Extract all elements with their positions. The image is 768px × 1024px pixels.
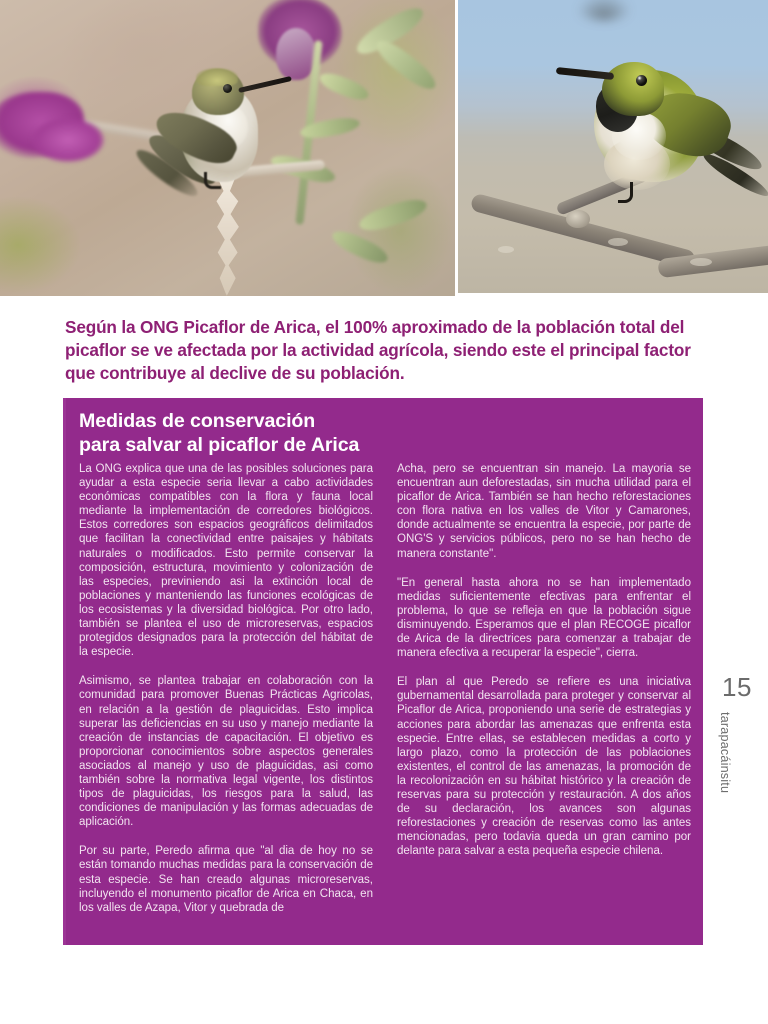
salvia-flower-left-lower: [32, 118, 104, 162]
article-heading-line-1: Medidas de conservación: [79, 410, 316, 432]
photo-strip: [0, 0, 768, 296]
bird-eye: [223, 84, 232, 93]
hummingbird-male: [558, 42, 763, 252]
magazine-brand-vertical: tarapacáinsitu: [718, 712, 732, 794]
branch-lichen-spot: [498, 246, 514, 253]
article-heading-line-2: para salvar al picaflor de Arica: [79, 434, 360, 456]
article-panel: [63, 398, 703, 945]
leaf: [357, 195, 430, 236]
article-columns: [79, 462, 691, 915]
branch-lichen-spot: [690, 258, 712, 266]
bird-bill: [238, 76, 292, 93]
bird-eye: [636, 75, 647, 86]
leaf: [317, 69, 372, 104]
bird-foot: [204, 172, 221, 189]
sky-haze: [576, 0, 632, 20]
paragraph: La ONG explica que una de las posibles soluciones para ayudar a esta especie seria llevar a cabo actividades económicas compatibles con la flora y fauna local mediante la implementación de corredores biológicos. Estos corredores son espacios geográficos delimitados que facilitan la conectividad entre paisajes y hábitats naturales o modificados. Esto permite conservar la composición, estructura, movimiento y colonización de las especies, previniendo asi la extinción local de poblaciones y manteniendo las funciones ecológicas de los ecosistemas y la diversidad biológica. Por otro lado, también se plantea el uso de microreservas, espacios protegidos designados para la protección del hábitat de la especie.: [79, 463, 373, 659]
hummingbird-female: [138, 60, 298, 240]
paragraph: "En general hasta ahora no se han implementado medidas suficientemente efectivas para enfrentar el problema, lo que se refleja en que la población sigue disminuyendo. Esperamos que el plan RECOGE picaflor de Arica de la directrices para comenzar a trabajar de manera efectiva a recuperar la especie", cierra.: [397, 576, 691, 660]
leaf: [371, 35, 440, 95]
bird-head: [602, 62, 664, 116]
bird-crown: [196, 68, 238, 86]
photo-hummingbird-male: [458, 0, 768, 293]
paragraph: El plan al que Peredo se refiere es una iniciativa gubernamental desarrollada para proteger y conservar al Picaflor de Arica, proponiendo una serie de estrategias y acciones para abordar las amenazas que enfrenta esta especie. Entre ellas, se establecen medidas a corto y largo plazo, como la protección de las poblaciones existentes, el control de las amenazas, la promoción de la recolonización en su hábitat histórico y la creación de reservas para su protección y restauración. A dos años de su declaración, los avances son algunas reforestaciones y creación de reservas como las antes mencionadas, pero todavia queda un gran camino por delante para salvar a esta pequeña especie chilena.: [397, 676, 691, 858]
photo-hummingbird-female: [0, 0, 455, 296]
article-column-left: [79, 462, 373, 915]
article-column-right: [397, 462, 691, 915]
bird-foot: [618, 182, 633, 203]
paragraph: Asimismo, se plantea trabajar en colaboración con la comunidad para promover Buenas Prácticas Agricolas, en relación a la gestión de plaguicidas. Esto implica superar las deficiencias en su uso y manejo mediante la creación de instancias de capacitación. El objetivo es proporcionar conocimientos sobre aspectos generales asociados al manejo y uso de plaguicidas, asi como también sobre la normativa legal vigente, los distintos tipos de plaguicidas, los riesgos para la salud, las condiciones de manipulación y las formas adecuadas de aplicación.: [79, 675, 373, 829]
bird-bill: [556, 67, 614, 80]
article-heading: [79, 409, 549, 457]
article-intro-paragraph: Según la ONG Picaflor de Arica, el 100% aproximado de la población total del picaflor se ve afectada por la actividad agrícola, siendo este el principal factor que contribuye al declive de su población.: [65, 317, 691, 383]
paragraph: Por su parte, Peredo afirma que "al dia de hoy no se están tomando muchas medidas para la conservación de esta especie. Se han creado algunas microreservas, incluyendo el monumento picaflor de Arica en Chaca, en los valles de Azapa, Vitor y quebrada de: [79, 845, 373, 914]
paragraph: Acha, pero se encuentran sin manejo. La mayoria se encuentran aun deforestadas, sin mucha utilidad para el picaflor de Arica. También se han hecho reforestaciones con flora nativa en los valles de Vitor y Camarones, donde actualmente se encuentra la especie, por parte de ONG'S y servicios públicos, pero no se han hecho de manera constante".: [397, 463, 691, 560]
page-number: 15: [722, 672, 752, 702]
leaf: [329, 226, 391, 268]
